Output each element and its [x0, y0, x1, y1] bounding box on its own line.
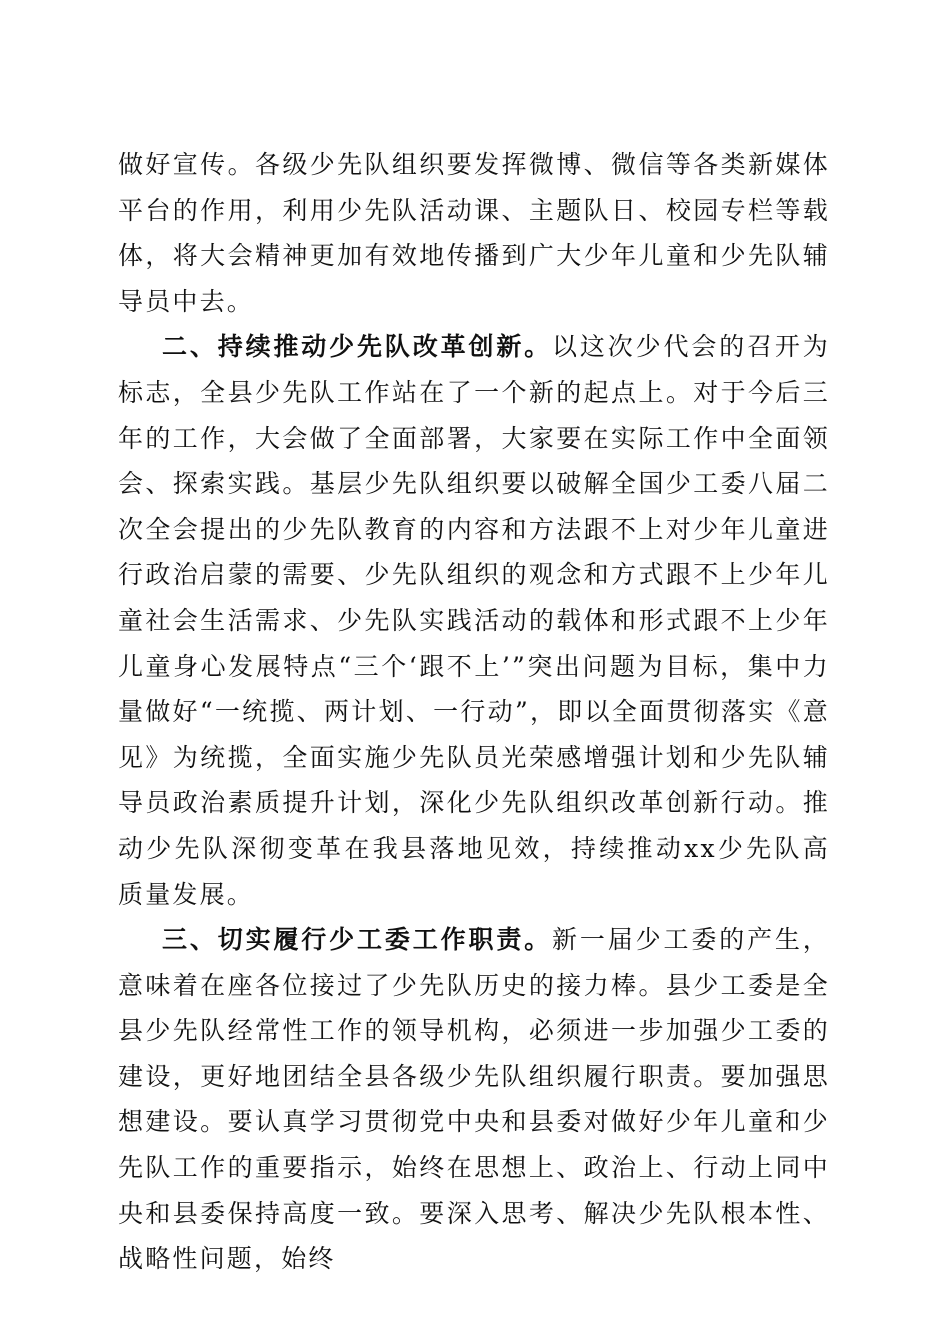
- body-text: [118, 142, 830, 1282]
- section-heading-2: 二、持续推动少先队改革创新。: [162, 332, 553, 362]
- paragraph-committee-duties: [118, 917, 830, 1282]
- paragraph-text: 做好宣传。各级少先队组织要发挥微博、微信等各类新媒体平台的作用，利用少先队活动课、主题队日、校园专栏等载体，将大会精神更加有效地传播到广大少年儿童和少先队辅导员中去。: [118, 150, 830, 316]
- section-heading-3: 三、切实履行少工委工作职责。: [162, 925, 553, 955]
- paragraph-publicity: [118, 142, 830, 324]
- paragraph-text: 以这次少代会的召开为标志，全县少先队工作站在了一个新的起点上。对于今后三年的工作，大会做了全面部署，大家要在实际工作中全面领会、探索实践。基层少先队组织要以破解全国少工委八届二次全会提出的少先队教育的内容和方法跟不上对少年儿童进行政治启蒙的需要、少先队组织的观念和方式跟不上少年儿童社会生活需求、少先队实践活动的载体和形式跟不上少年儿童身心发展特点“三个‘跟不上’”突出问题为目标，集中力量做好“一统揽、两计划、一行动”，即以全面贯彻落实《意见》为统揽，全面实施少先队员光荣感增强计划和少先队辅导员政治素质提升计划，深化少先队组织改革创新行动。推动少先队深彻变革在我县落地见效，持续推动xx少先队高质量发展。: [118, 332, 830, 909]
- paragraph-reform-innovation: [118, 324, 830, 917]
- paragraph-text: 新一届少工委的产生，意味着在座各位接过了少先队历史的接力棒。县少工委是全县少先队经常性工作的领导机构，必须进一步加强少工委的建设，更好地团结全县各级少先队组织履行职责。要加强思想建设。要认真学习贯彻党中央和县委对做好少年儿童和少先队工作的重要指示，始终在思想上、政治上、行动上同中央和县委保持高度一致。要深入思考、解决少先队根本性、战略性问题，始终: [118, 925, 830, 1274]
